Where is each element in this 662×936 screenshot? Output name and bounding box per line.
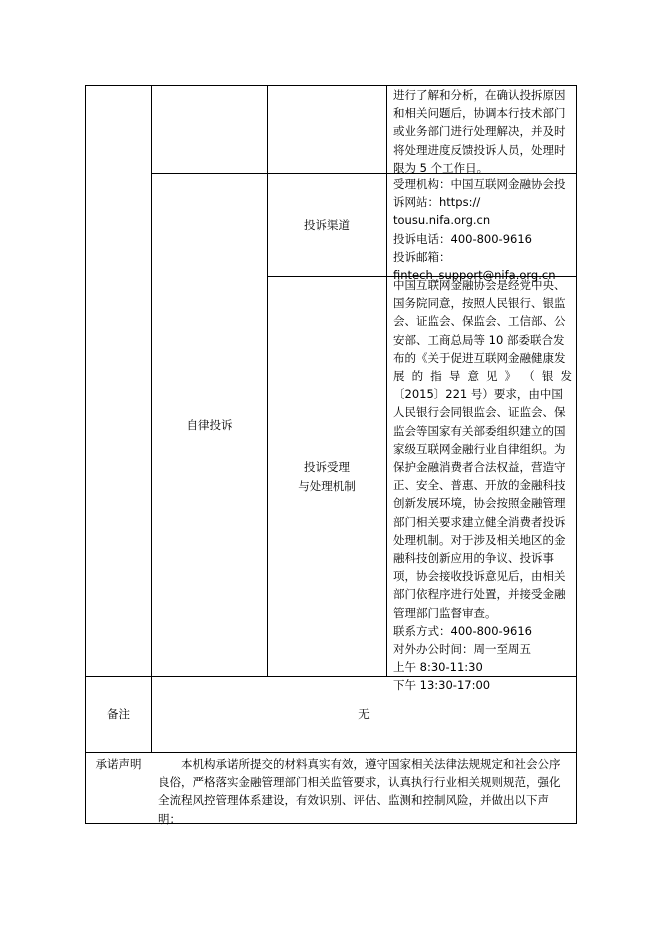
justified-char: （	[523, 369, 535, 384]
justified-char: 的	[411, 369, 424, 384]
justified-char: 意	[467, 369, 479, 384]
mechanism-line: 项，协会接收投诉意见后，由相关	[393, 569, 566, 584]
mechanism-label-line2: 与处理机制	[298, 478, 356, 493]
channel-line: 投诉邮箱：	[393, 249, 451, 264]
mechanism-line: 对外办公时间：周一至周五	[393, 642, 531, 657]
mechanism-line: 安部、工商总局等 10 部委联合发	[393, 332, 565, 347]
process-line: 将处理进度反馈投诉人员，处理时	[393, 142, 566, 157]
mechanism-line: 联系方式：400-800-9616	[393, 623, 532, 638]
mechanism-details-cell	[387, 276, 576, 695]
mechanism-label	[268, 277, 386, 676]
process-line: 或业务部门进行处理解决，并及时	[393, 124, 566, 139]
justified-char: 展	[393, 369, 405, 384]
commitment-text: 本机构承诺所提交的材料真实有效，遵守国家相关法律法规规定和社会公序良俗，严格落实金融管理部门相关监管要求，认真执行行业相关规则规范，强化全流程风控管理体系建设，有效识别、评估、监测和控制风险，并做出以下声明：	[158, 757, 561, 826]
mechanism-line: 保护金融消费者合法权益，营造守	[393, 460, 566, 475]
justified-char: 》	[504, 369, 517, 384]
justified-char: 发	[560, 369, 572, 384]
justified-char: 银	[541, 369, 554, 384]
mechanism-line: 家级互联网金融行业自律组织。为	[393, 441, 566, 456]
channel-line: 诉网站：https://	[393, 195, 481, 210]
mechanism-line: 处理机制。对于涉及相关地区的金	[393, 532, 566, 547]
mechanism-label-line1: 投诉受理	[304, 460, 350, 475]
channel-line: fintech_support@nifa.org.cn	[393, 268, 556, 283]
process-line: 限为 5 个工作日。	[393, 160, 489, 175]
justified-char: 见	[486, 369, 498, 384]
mechanism-line: 中国互联网金融协会是经党中央、	[393, 278, 566, 292]
mechanism-line: 正、安全、普惠、开放的金融科技	[393, 478, 566, 493]
process-description-cell	[387, 86, 576, 177]
mechanism-line: 创新发展环境，协会按照金融管理	[393, 496, 566, 511]
justified-char: 导	[448, 369, 461, 384]
self-discipline-label: 自律投诉	[186, 417, 233, 432]
mechanism-line: 下午 13:30-17:00	[393, 678, 491, 693]
remarks-value: 无	[358, 707, 370, 722]
channel-line: 受理机构：中国互联网金融协会投	[393, 177, 566, 191]
process-line: 进行了解和分析，在确认投拆原因	[393, 88, 566, 102]
remarks-label: 备注	[107, 707, 130, 722]
mechanism-line: 部门依程序进行处置，并接受金融	[393, 587, 566, 602]
mechanism-line: 会、证监会、保监会、工信部、公	[393, 314, 566, 329]
justified-char: 指	[430, 369, 442, 384]
mechanism-line: 监会等国家有关部委组织建立的国	[393, 423, 566, 438]
channel-label: 投诉渠道	[304, 217, 350, 232]
mechanism-line: 部门相关要求建立健全消费者投诉	[393, 514, 566, 529]
table-border-right	[576, 85, 577, 824]
commitment-label: 承诺声明	[95, 757, 142, 771]
process-line: 和相关问题后，协调本行技术部门	[393, 106, 566, 121]
mechanism-line: 布的《关于促进互联网金融健康发	[393, 350, 566, 365]
mechanism-justified-line	[393, 367, 572, 385]
mechanism-line: 管理部门监督审查。	[393, 605, 497, 620]
mechanism-line: 人民银行会同银监会、证监会、保	[393, 405, 566, 420]
mechanism-line: 上午 8:30-11:30	[393, 660, 483, 675]
channel-details-cell	[387, 175, 576, 284]
mechanism-line: 国务院同意，按照人民银行、银监	[393, 296, 566, 311]
mechanism-line: 融科技创新应用的争议、投诉事	[393, 551, 554, 566]
channel-line: tousu.nifa.org.cn	[393, 213, 491, 228]
mechanism-line: 〔2015〕221 号）要求，由中国	[393, 387, 563, 402]
channel-line: 投诉电话：400-800-9616	[393, 231, 532, 246]
